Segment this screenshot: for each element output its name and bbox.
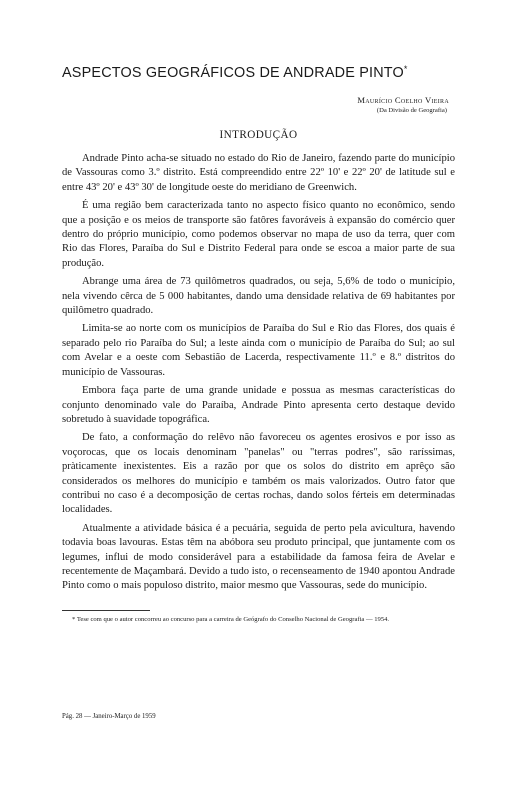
paragraph: Limita-se ao norte com os municípios de Paraíba do Sul e Rio das Flores, dos quais é separado pelo rio Paraíba do Sul; a leste ainda com o município de Paraíba do Sul; ao sul com Avelar e a oeste com Sebastião de Lacerda, respectivamente 11.º e 8.º distritos do município de Vassouras. xyxy=(62,323,455,378)
paragraph: De fato, a conformação do relêvo não favoreceu os agentes erosivos e por isso as voçorocas, que os locais denominam "panelas" ou "terras podres", são raríssimas, pràticamente inexistentes. Eis a razão por que os solos do distrito em aprêço são considerados os melhores do município e também os mais valorizados. Outro fator que contribui no caso é a decomposição de certas rochas, dando solos férteis em determinadas localidades. xyxy=(62,432,455,516)
paragraph: Atualmente a atividade básica é a pecuária, seguida de perto pela avicultura, havendo todavia boas lavouras. Estas têm na abóbora seu produto principal, que juntamente com os legumes, influi de modo considerável para a estabilidade da famosa feira de Avelar e recentemente de Maçambará. Devido a tudo isto, o recenseamento de 1940 apontou Andrade Pinto como o mais populoso distrito, maior mesmo que Vassouras, sede do município. xyxy=(62,522,455,592)
paragraph: Abrange uma área de 73 quilômetros quadrados, ou seja, 5,6% de todo o município, nela vivendo cêrca de 5 000 habitantes, dando uma densidade relativa de 69 habitantes por quilômetro quadrado. xyxy=(62,276,455,317)
paragraph: É uma região bem caracterizada tanto no aspecto físico quanto no econômico, sendo que a posição e os meios de transporte são fatôres favoráveis à expansão do comércio quer dentro do próprio município, como podemos observar no mapa de uso da terra, quer com Rio das Flores, Paraíba do Sul e Distrito Federal para onde se escoa a maior parte de sua produção. xyxy=(62,200,455,269)
article-title-text: ASPECTOS GEOGRÁFICOS DE ANDRADE PINTO xyxy=(62,65,404,81)
author-affiliation: (Da Divisão de Geografia) xyxy=(376,107,447,114)
paragraph: Andrade Pinto acha-se situado no estado do Rio de Janeiro, fazendo parte do município de Vassouras como 3.º distrito. Está compreendido entre 22º 10' e 22º 20' de latitude sul e entre 43º 20' e 43º 30' de longitude oeste do meridiano de Greenwich. xyxy=(62,153,455,193)
author-name: Maurício Coelho Vieira xyxy=(357,95,449,105)
section-heading: INTRODUÇÃO xyxy=(219,129,298,141)
footnote-divider xyxy=(62,610,150,611)
page-footer: Pág. 28 — Janeiro-Março de 1959 xyxy=(62,713,156,720)
title-footnote-marker: * xyxy=(403,64,408,74)
paragraph: Embora faça parte de uma grande unidade e possua as mesmas características do conjunto denominado vale do Paraíba, Andrade Pinto apresenta certo destaque devido sobretudo à suavidade topográfica. xyxy=(62,385,455,425)
footnote: * Tese com que o autor concorreu ao concurso para a carreira de Geógrafo do Conselho Nacional de Geografia — 1954. xyxy=(72,615,390,623)
byline xyxy=(62,94,455,116)
article-title xyxy=(62,0,455,82)
article-body xyxy=(62,152,455,594)
